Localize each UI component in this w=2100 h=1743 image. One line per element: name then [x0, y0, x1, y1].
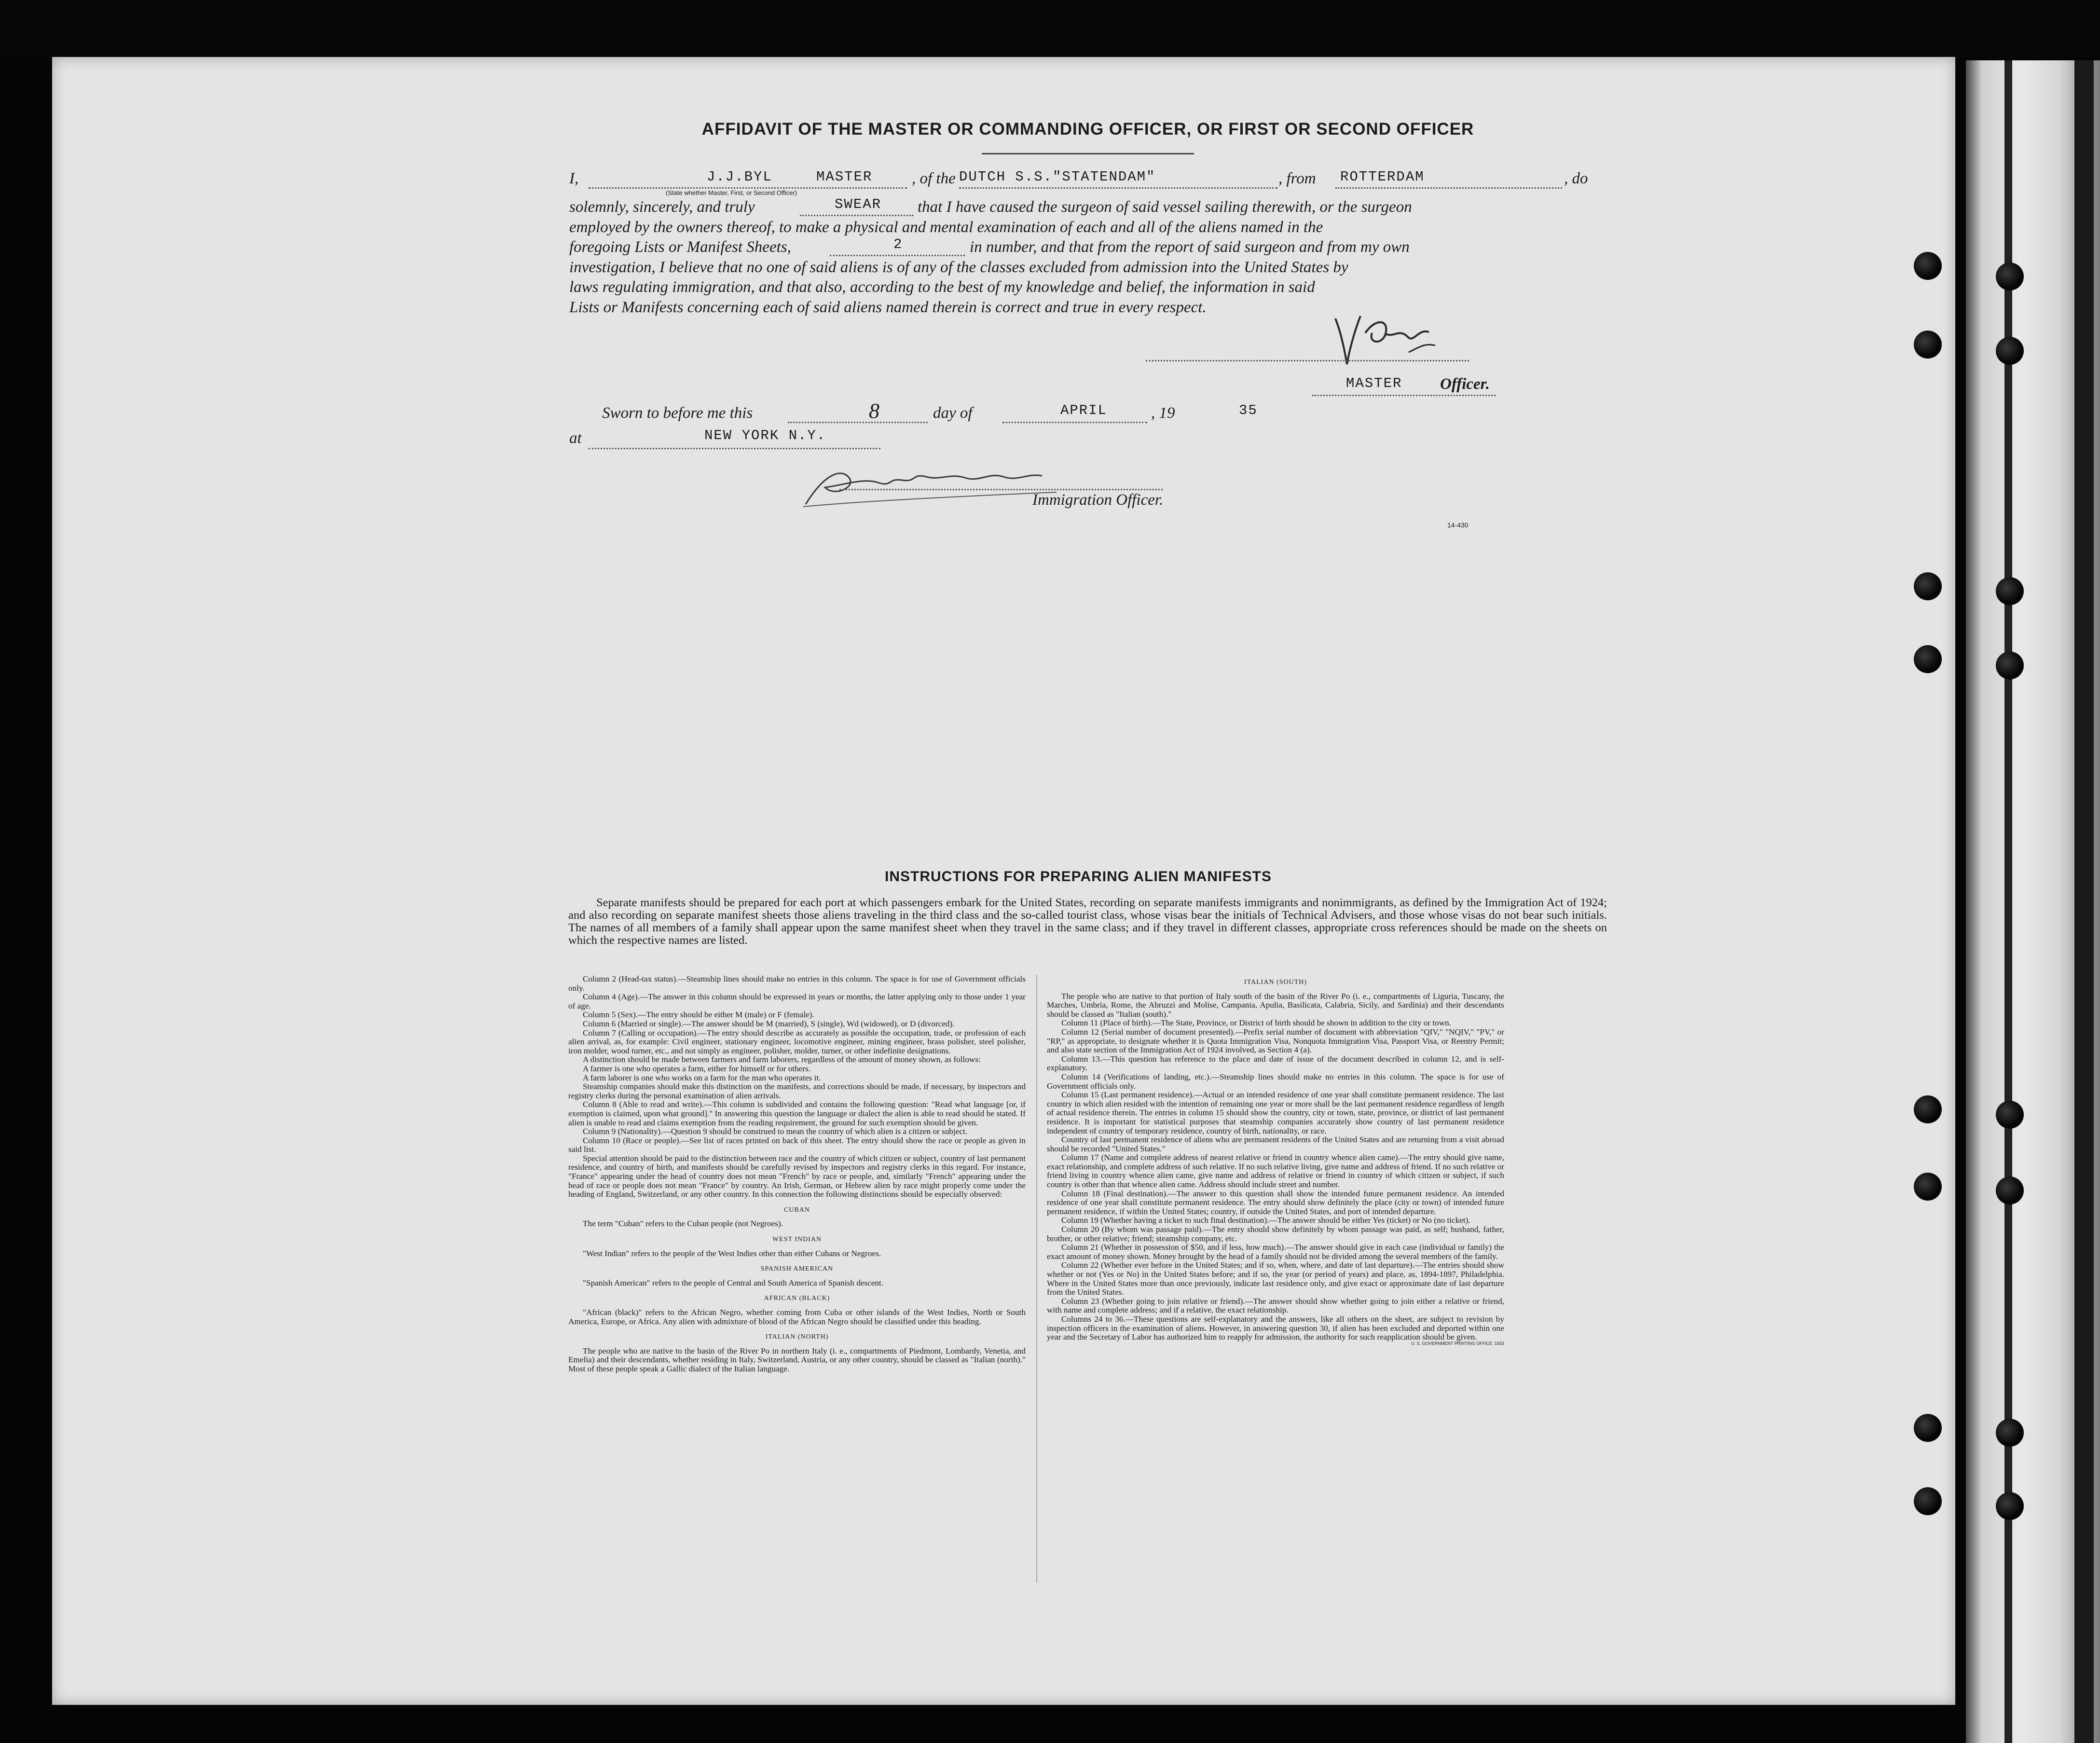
- instruction-paragraph: Column 7 (Calling or occupation).—The entry should describe as accurately as possible the occupation, trade, or profession of each alien arrival, as, for example: Civil engineer, stationary engineer, locomotive engineer, mining engineer, brass polisher, steel polisher, iron molder, wood turner, etc., and not simply as engineer, polisher, molder, turner, or other indefinite designations.: [568, 1028, 1026, 1055]
- section-heading: AFRICAN (BLACK): [764, 1295, 830, 1302]
- instruction-paragraph: Country of last permanent residence of aliens who are permanent residents of the United States and are returning from a visit abroad should be recorded "United States.": [1047, 1135, 1504, 1153]
- name-field-line: [589, 187, 907, 189]
- title-underline: [982, 153, 1194, 154]
- binder-hole: [1914, 572, 1942, 600]
- day-of-label: day of: [933, 404, 973, 422]
- instruction-paragraph: Column 9 (Nationality).—Question 9 should be construed to mean the country of which alien is a citizen or subject.: [583, 1127, 968, 1136]
- vessel-field-line: [959, 187, 1277, 189]
- of-the-label: , of the: [912, 170, 956, 187]
- instructions-title: INSTRUCTIONS FOR PREPARING ALIEN MANIFESTS: [884, 869, 1272, 885]
- instruction-paragraph: Column 4 (Age).—The answer in this column should be expressed in years or months, the latter applying only to those under 1 year of age.: [568, 992, 1026, 1010]
- line2-rest: that I have caused the surgeon of said vessel sailing therewith, or the surgeon: [918, 198, 1412, 216]
- from-label: , from: [1278, 170, 1316, 187]
- binder-hole: [1914, 1487, 1942, 1515]
- instructions-right-column: [1047, 978, 1504, 1586]
- count-field-line: [830, 255, 965, 256]
- binder-hole: [1914, 331, 1942, 359]
- sworn-label: Sworn to before me this: [602, 404, 753, 422]
- affidavit-line-7: Lists or Manifests concerning each of said aliens named therein is correct and true in every respect.: [569, 299, 1207, 316]
- binder-hole: [1996, 1176, 2024, 1204]
- instruction-paragraph: Column 8 (Able to read and write).—This column is subdivided and contains the following question: "Read what language [or, if exemption is claimed, upon what ground]." In answering this question the language or dialect the alien is able to read should be stated. If alien is unable to read and claims exemption from the reading requirement, the ground for such exemption should be given.: [568, 1100, 1026, 1127]
- sworn-day: 8: [869, 399, 879, 423]
- immigration-officer-label: Immigration Officer.: [1032, 491, 1164, 509]
- sworn-year: 35: [1239, 402, 1258, 418]
- instruction-paragraph: Column 17 (Name and complete address of nearest relative or friend in country whence alien came).—The entry should give name, exact relationship, and complete address of such relative. If no such relative living, give name and address of friend. If no such relative or friend living in country whence alien came, give name and address of relative or friend in country of which citizen or subject, if such country is other than that whence alien came. Address should include street and number.: [1047, 1153, 1504, 1190]
- solemnly-label: solemnly, sincerely, and truly: [569, 198, 755, 216]
- binder-hole: [1914, 252, 1942, 280]
- officer-signature-line: [839, 489, 1163, 490]
- rank-caption: (State whether Master, First, or Second Officer): [666, 189, 797, 196]
- instruction-paragraph: Column 21 (Whether in possession of $50, and if less, how much).—The answer should give in each case (individual or family) the exact amount of money shown. Money brought by the head of a family should not be divided among the several members of the family.: [1047, 1243, 1504, 1261]
- affidavit-line-3: employed by the owners thereof, to make a physical and mental examination of each and all of the aliens named in the: [569, 219, 1323, 236]
- scan-border: [0, 0, 2100, 58]
- do-label: , do: [1564, 170, 1588, 187]
- immigration-officer-signature: [796, 458, 1066, 516]
- sworn-place: NEW YORK N.Y.: [704, 428, 826, 443]
- instruction-paragraph: The people who are native to the basin of the River Po in northern Italy (i. e., compartments of Piedmont, Lombardy, Venetia, and Emelia) and their descendants, whether residing in Italy, Switzerland, Austria, or any other country, should be classed as "Italian (north)." Most of these people speak a Gallic dialect of the Italian language.: [568, 1346, 1026, 1373]
- instruction-paragraph: Column 23 (Whether going to join relative or friend).—The answer should show whether going to join either a relative or friend, with name and complete address; and if a relative, the exact relationship.: [1047, 1296, 1504, 1315]
- year-prefix: , 19: [1151, 404, 1175, 422]
- binder-hole: [1996, 263, 2024, 290]
- section-heading: SPANISH AMERICAN: [760, 1265, 834, 1273]
- instruction-paragraph: Column 11 (Place of birth).—The State, Province, or District of birth should be shown in addition to the city or town.: [1061, 1018, 1452, 1028]
- line4-rest: in number, and that from the report of said surgeon and from my own: [970, 238, 1410, 256]
- binder-hole: [1996, 1419, 2024, 1447]
- instruction-paragraph: Columns 24 to 36.—These questions are self-explanatory and the answers, like all others on the sheet, are subject to revision by inspection officers in the examination of aliens. However, in answering question 30, if alien has been excluded and deported within one year and the Secretary of Labor has authorized him to reapply for admission, the authority for such reapplication should be given.: [1047, 1314, 1504, 1342]
- column-divider: [1036, 975, 1037, 1583]
- instructions-intro: Separate manifests should be prepared for each port at which passengers embark for the United States, recording on separate manifests immigrants and nonimmigrants, as defined by the Immigration Act of 1924; and also recording on separate manifest sheets those aliens traveling in the third class and the so-called tourist class, whose visas bear the initials of Technical Advisers, and those whose visas do not bear such initials. The names of all members of a family shall appear upon the same manifest sheet when they travel in the same class; and if they travel in different classes, appropriate cross references should be made on the sheets on which the respective names are listed.: [568, 896, 1607, 947]
- instructions-left-column: [568, 975, 1026, 1584]
- month-field-line: [1002, 422, 1147, 423]
- form-number: 14-430: [1447, 521, 1469, 529]
- binder-hole: [1914, 1173, 1942, 1201]
- officer-rank: MASTER: [816, 169, 873, 185]
- officer-title-line: [1312, 395, 1496, 396]
- section-heading: WEST INDIAN: [772, 1236, 822, 1244]
- binder-hole: [1996, 337, 2024, 365]
- instruction-paragraph: Column 18 (Final destination).—The answer to this question shall show the intended future permanent residence. An intended residence of one year shall constitute permanent residence. The entry should show definitely the place (city or town) of intended future permanent residence, if within the United States; country, if outside the United States, and port of intended departure.: [1047, 1189, 1504, 1216]
- sheets-count: 2: [893, 236, 903, 252]
- instruction-paragraph: A farm laborer is one who works on a farm for the man who operates it.: [583, 1073, 821, 1082]
- binder-hole: [1914, 1414, 1942, 1442]
- instruction-paragraph: Column 10 (Race or people).—See list of races printed on back of this sheet. The entry should show the race or people as given in said list.: [568, 1135, 1026, 1154]
- instruction-paragraph: Column 2 (Head-tax status).—Steamship lines should make no entries in this column. The space is for use of Government officials only.: [568, 974, 1026, 993]
- binder-hole: [1914, 1095, 1942, 1123]
- master-name: J.J.BYL: [707, 169, 772, 185]
- instruction-paragraph: A farmer is one who operates a farm, either for himself or for others.: [583, 1064, 811, 1073]
- instruction-paragraph: The term "Cuban" refers to the Cuban people (not Negroes).: [583, 1219, 783, 1229]
- affidavit-title: AFFIDAVIT OF THE MASTER OR COMMANDING OFFICER, OR FIRST OR SECOND OFFICER: [701, 120, 1474, 138]
- instruction-paragraph: "African (black)" refers to the African Negro, whether coming from Cuba or other islands of the West Indies, North or South America, Europe, or Africa. Any alien with admixture of blood of the African Negro should be classified under this heading.: [568, 1308, 1026, 1326]
- port-from: ROTTERDAM: [1340, 169, 1425, 185]
- instruction-paragraph: Column 14 (Verifications of landing, etc.).—Steamship lines should make no entries in this column. The space is for use of Government officials only.: [1047, 1072, 1504, 1091]
- affidavit-line-5: investigation, I believe that no one of said aliens is of any of the classes excluded from admission into the United States by: [569, 259, 1348, 276]
- binder-hole: [1996, 577, 2024, 605]
- oath-field-line: [800, 215, 913, 216]
- binder-hole: [1996, 1492, 2024, 1520]
- line4-start: foregoing Lists or Manifest Sheets,: [569, 238, 791, 256]
- instruction-paragraph: "West Indian" refers to the people of the West Indies other than either Cubans or Negroes.: [583, 1248, 881, 1258]
- binding-strip-outer: [2074, 60, 2094, 1743]
- sworn-month: APRIL: [1060, 402, 1108, 418]
- printing-office-imprint: U. S. GOVERNMENT PRINTING OFFICE: 1933: [1411, 1341, 1504, 1346]
- signature-line: [1146, 360, 1469, 361]
- instruction-paragraph: Special attention should be paid to the distinction between race and the country of which citizen or subject, country of last permanent residence, and country of birth, and manifests should be carefully revised by inspectors and registry clerks in this regard. For instance, "France" appearing under the head of country does not mean "French" by race or people, and, similarly "French" appearing under the head of race or people does not mean "France" by country. An Irish, German, or Hebrew alien by race might properly come under the heading of England, Switzerland, or any other country. In this connection the following distinctions should be especially observed:: [568, 1153, 1026, 1199]
- instruction-paragraph: Column 15 (Last permanent residence).—Actual or an intended residence of one year shall constitute permanent residence. The last country in which alien resided with the intention of remaining one year or more shall be the last permanent residence regardless of length of actual residence therein. The entries in column 15 should show the country, city or town, state, province, or district of last permanent residence. It is important for statistical purposes that steamship companies accurately show country of last permanent residence independent of country of temporary residence, country of birth, nationality, or race.: [1047, 1090, 1504, 1135]
- instruction-paragraph: Column 6 (Married or single).—The answer should be M (married), S (single), Wd (widowed), or D (divorced).: [583, 1019, 955, 1028]
- instruction-paragraph: Column 5 (Sex).—The entry should be either M (male) or F (female).: [583, 1010, 814, 1020]
- vessel-name: DUTCH S.S."STATENDAM": [959, 169, 1156, 185]
- binder-hole: [1996, 651, 2024, 679]
- instruction-paragraph: Column 12 (Serial number of document presented).—Prefix serial number of document with abbreviation "QIV," "NQIV," "PV," or "RP," as appropriate, to designate whether it is Quota Immigration Visa, Nonquota Immigration Visa, Passport Visa, or Reentry Permit; and also state section of the Immigration Act of 1924 involved, as Section 4 (a).: [1047, 1027, 1504, 1055]
- officer-title-value: MASTER: [1346, 375, 1402, 391]
- day-field-line: [788, 422, 928, 423]
- port-field-line: [1335, 187, 1562, 189]
- instruction-paragraph: A distinction should be made between farmers and farm laborers, regardless of the amount of money shown, as follows:: [583, 1055, 981, 1065]
- instruction-paragraph: The people who are native to that portion of Italy south of the basin of the River Po (i. e., compartments of Liguria, Tuscany, the Marches, Umbria, Rome, the Abruzzi and Molise, Campania, Apulia, Basilicata, Calabria, Sicily, and Sardinia) and their descendants should be classed as "Italian (south).": [1047, 991, 1504, 1019]
- affidavit-line-6: laws regulating immigration, and that also, according to the best of my knowledge and belief, the information in said: [569, 278, 1315, 296]
- instruction-paragraph: Column 20 (By whom was passage paid).—The entry should show definitely by whom passage was paid, as self; husband, father, brother, or other relative; friend; steamship company, etc.: [1047, 1225, 1504, 1243]
- instruction-paragraph: Column 22 (Whether ever before in the United States; and if so, when, where, and date of last departure).—The entries should show whether or not (Yes or No) in the United States before; and if so, the year (or period of years) and place, as, 1894-1897, Philadelphia. Where in the United States more than once previously, indicate last residence only, and give exact or approximate date of last departure from the United States.: [1047, 1260, 1504, 1297]
- i-label: I,: [569, 170, 579, 187]
- at-label: at: [569, 429, 582, 447]
- section-heading: ITALIAN (SOUTH): [1244, 979, 1307, 986]
- section-heading: CUBAN: [783, 1206, 810, 1214]
- binder-hole: [1996, 1101, 2024, 1129]
- place-field-line: [589, 448, 880, 449]
- instruction-paragraph: Steamship companies should make this distinction on the manifests, and corrections should be made, if necessary, by inspectors and registry clerks during the personal examination of alien arrivals.: [568, 1082, 1026, 1100]
- binder-hole: [1914, 645, 1942, 673]
- instruction-paragraph: Column 19 (Whether having a ticket to such final destination).—The answer should be either Yes (ticket) or No (no ticket).: [1061, 1216, 1470, 1225]
- oath-word: SWEAR: [835, 196, 882, 212]
- instruction-paragraph: "Spanish American" refers to the people of Central and South America of Spanish descent.: [583, 1278, 884, 1287]
- section-heading: ITALIAN (NORTH): [765, 1333, 829, 1341]
- binding-strip: [2004, 60, 2012, 1743]
- officer-label: Officer.: [1440, 375, 1490, 393]
- instruction-paragraph: Column 13.—This question has reference to the place and date of issue of the document described in column 12, and is self-explanatory.: [1047, 1054, 1504, 1073]
